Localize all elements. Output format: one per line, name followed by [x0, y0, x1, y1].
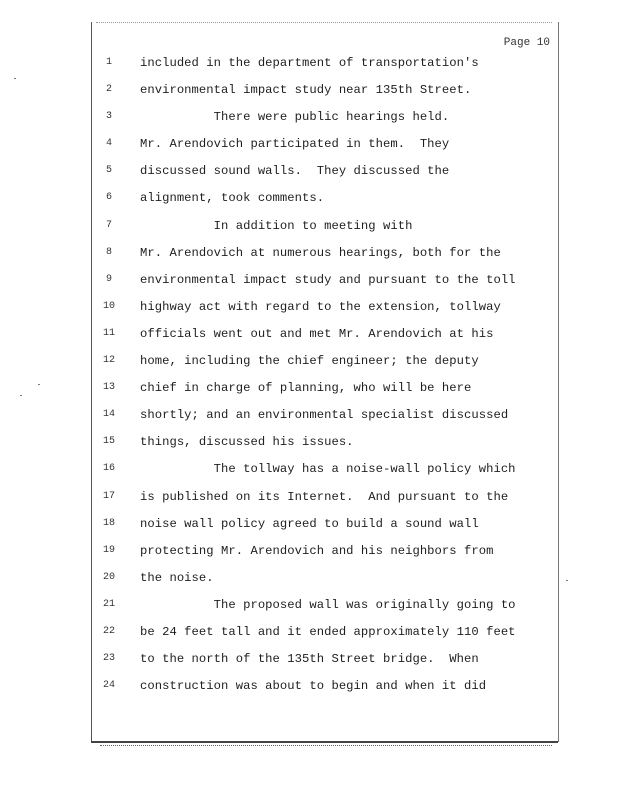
transcript-line	[0, 378, 618, 405]
line-text: The proposed wall was originally going to	[140, 597, 516, 612]
line-number: 13	[102, 382, 115, 394]
line-text: The tollway has a noise-wall policy which	[140, 462, 516, 477]
line-text: environmental impact study near 135th Street.	[140, 83, 472, 98]
line-number: 21	[102, 598, 115, 610]
line-text: things, discussed his issues.	[140, 435, 354, 450]
line-text: Mr. Arendovich participated in them. They	[140, 137, 450, 152]
line-text: protecting Mr. Arendovich and his neighbors from	[140, 543, 494, 558]
line-number: 20	[102, 571, 115, 583]
line-number: 4	[105, 138, 112, 150]
line-number: 18	[102, 517, 115, 529]
transcript-line	[0, 324, 618, 351]
transcript-line	[0, 188, 618, 215]
transcript-line	[0, 541, 618, 568]
line-text: be 24 feet tall and it ended approximately 110 feet	[140, 624, 516, 639]
line-number: 7	[105, 219, 112, 231]
line-number: 19	[102, 544, 115, 556]
line-number: 15	[102, 436, 115, 448]
line-text: noise wall policy agreed to build a sound wall	[140, 516, 479, 531]
transcript-line	[0, 405, 618, 432]
transcript-line	[0, 595, 618, 622]
line-text: to the north of the 135th Street bridge. When	[140, 652, 479, 667]
transcript-line	[0, 53, 618, 80]
transcript-line	[0, 459, 618, 486]
line-number: 5	[105, 165, 112, 177]
line-text: included in the department of transportation's	[140, 56, 479, 70]
line-text: highway act with regard to the extension, tollway	[140, 299, 501, 314]
transcript-line	[0, 676, 618, 703]
line-number: 10	[102, 300, 115, 312]
line-number: 11	[102, 327, 115, 339]
transcript-line	[0, 649, 618, 676]
transcript-line	[0, 487, 618, 514]
line-text: Mr. Arendovich at numerous hearings, both for the	[140, 245, 501, 260]
line-text: alignment, took comments.	[140, 191, 325, 206]
transcript-line	[0, 216, 618, 243]
line-text: construction was about to begin and when it did	[140, 679, 487, 694]
transcript-line	[0, 297, 618, 324]
line-number: 8	[105, 246, 112, 258]
line-number: 16	[102, 463, 115, 475]
line-text: chief in charge of planning, who will be here	[140, 381, 472, 396]
line-text: officials went out and met Mr. Arendovich at his	[140, 326, 494, 341]
transcript-line	[0, 432, 618, 459]
transcript-lines	[0, 53, 618, 703]
line-text: There were public hearings held.	[140, 110, 450, 125]
line-text: shortly; and an environmental specialist discussed	[140, 408, 509, 423]
line-text: home, including the chief engineer; the deputy	[140, 354, 479, 369]
line-number: 12	[102, 355, 115, 367]
line-number: 2	[105, 84, 112, 96]
line-text: discussed sound walls. They discussed the	[140, 164, 450, 179]
line-number: 6	[105, 192, 112, 204]
transcript-line	[0, 622, 618, 649]
line-number: 24	[102, 680, 115, 692]
scan-speck	[38, 384, 40, 385]
line-number: 14	[102, 409, 115, 421]
transcript-line	[0, 514, 618, 541]
line-number: 3	[105, 111, 112, 123]
line-number: 9	[105, 273, 112, 285]
page-number: Page 10	[503, 37, 550, 49]
bottom-rule	[91, 741, 558, 743]
scan-speck	[14, 78, 16, 79]
transcript-line	[0, 80, 618, 107]
transcript-line	[0, 134, 618, 161]
line-number: 23	[102, 653, 115, 665]
line-text: the noise.	[140, 570, 214, 585]
transcript-line	[0, 243, 618, 270]
scan-speck	[20, 395, 22, 396]
line-number: 1	[105, 57, 112, 68]
line-text: In addition to meeting with	[140, 218, 413, 233]
top-rule	[96, 22, 552, 23]
line-text: is published on its Internet. And pursuant to the	[140, 489, 509, 504]
bottom-rule-secondary	[100, 745, 552, 746]
transcript-line	[0, 568, 618, 595]
line-number: 17	[102, 490, 115, 502]
transcript-line	[0, 270, 618, 297]
transcript-line	[0, 161, 618, 188]
transcript-line	[0, 107, 618, 134]
line-text: environmental impact study and pursuant to the toll	[140, 272, 516, 287]
transcript-line	[0, 351, 618, 378]
scan-speck	[566, 580, 568, 581]
line-number: 22	[102, 625, 115, 637]
